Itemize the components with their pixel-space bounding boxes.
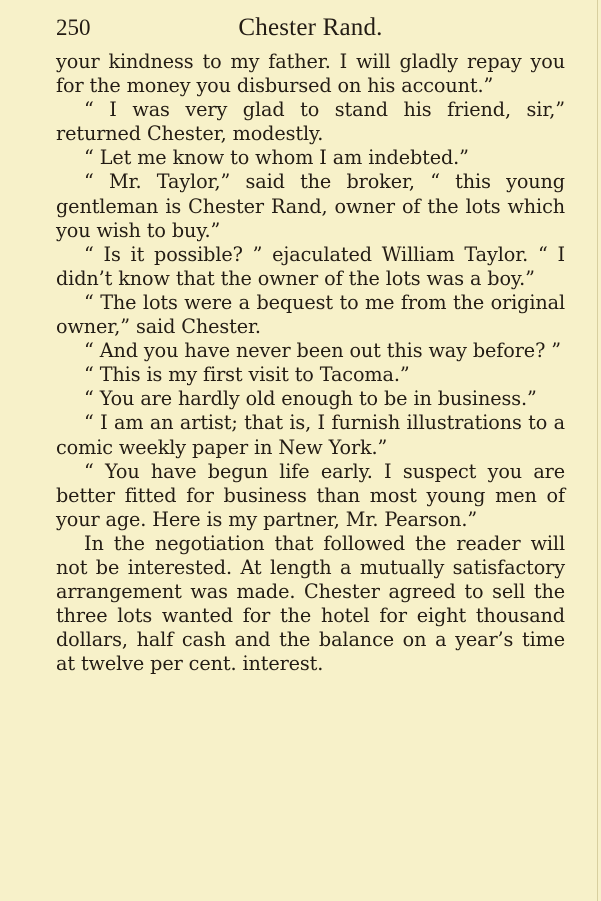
paragraph: “ Mr. Taylor,” said the broker, “ this young gentleman is Chester Rand, owner of the lots which you wish to buy.”: [56, 170, 565, 242]
paragraph: “ This is my first visit to Tacoma.”: [84, 363, 410, 387]
paragraph: “ You have begun life early. I suspect you are better fitted for business than most young men of your age. Here is my partner, Mr. Pearson.”: [56, 459, 565, 531]
paragraph: “ And you have never been out this way before? ”: [84, 339, 561, 363]
page-header: [56, 6, 565, 50]
paragraph: “ The lots were a bequest to me from the original owner,” said Chester.: [56, 290, 565, 339]
paragraph: “ I was very glad to stand his friend, sir,” returned Chester, modestly.: [56, 98, 565, 146]
paragraph-continued: your kindness to my father. I will gladly repay you for the money you disbursed on his account.”: [56, 50, 565, 98]
page-edge-line: [597, 0, 598, 901]
running-title: Chester Rand.: [238, 14, 383, 41]
paragraph: “ You are hardly old enough to be in business.”: [84, 387, 537, 411]
body-text: [56, 50, 565, 676]
page-number: 250: [56, 15, 91, 40]
paragraph: “ Let me know to whom I am indebted.”: [84, 146, 469, 170]
paragraph: “ Is it possible? ” ejaculated William Taylor. “ I didn’t know that the owner of the lots was a boy.”: [56, 242, 565, 290]
paragraph: In the negotiation that followed the reader will not be interested. At length a mutually satisfactory arrangement was made. Chester agreed to sell the three lots wanted for the hotel for eight thousand dollars, half cash and the balance on a year’s time at twelve per cent. interest.: [56, 531, 565, 676]
paragraph: “ I am an artist; that is, I furnish illustrations to a comic weekly paper in New York.”: [56, 411, 565, 459]
